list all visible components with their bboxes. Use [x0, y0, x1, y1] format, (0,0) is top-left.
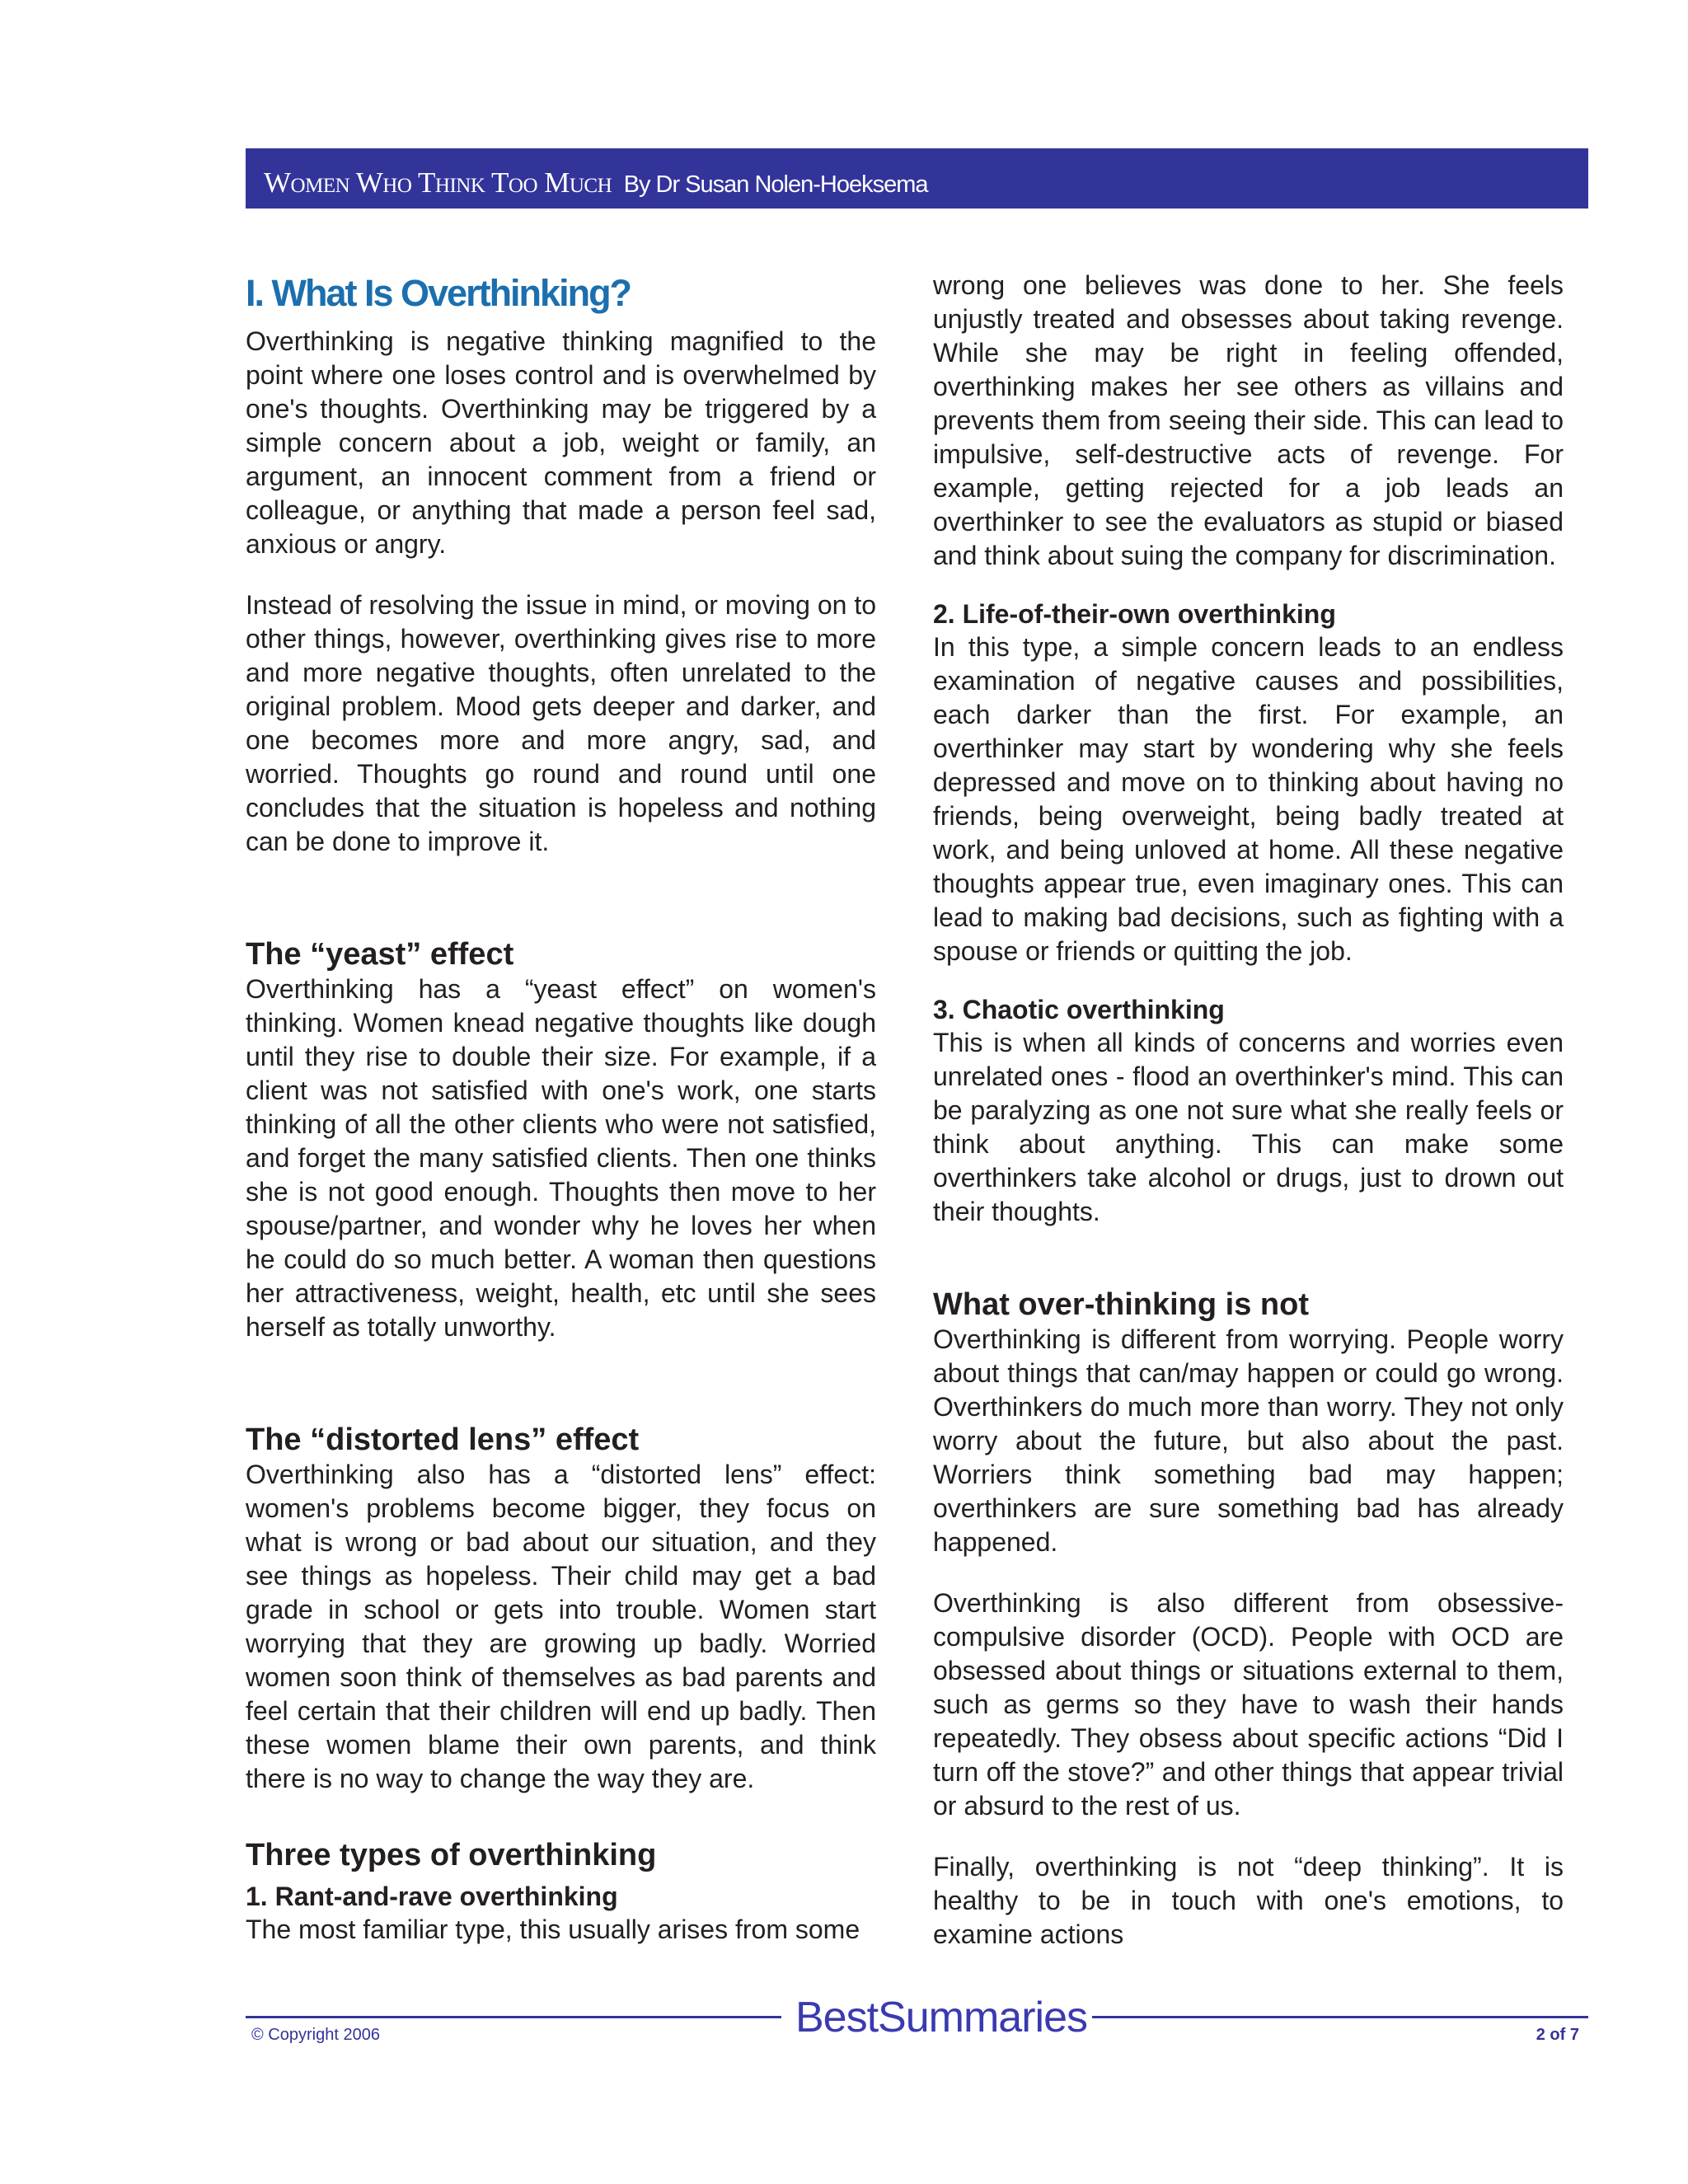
type-2-paragraph: In this type, a simple concern leads to an endless examination of negative causes and possibilities, each darker than the first. For example, an overthinker may start by wondering why she feels depressed and move on to thinking about having no friends, being overweight, being badly treated at work, and being unloved at home. All these negative thoughts appear true, even imaginary ones. This can lead to making bad decisions, such as fighting with a spouse or friends or quitting the job.: [933, 632, 1564, 966]
what-not-heading: What over-thinking is not: [933, 1287, 1309, 1322]
three-types-heading: Three types of overthinking: [246, 1838, 657, 1872]
yeast-effect-paragraph: Overthinking has a “yeast effect” on women's thinking. Women knead negative thoughts like dough until they rise to double their size. For example, if a client was not satisfied with one's work, one starts thinking of all the other clients who were not satisfied, and forget the many satisfied clients. Then one thinks she is not good enough. Thoughts then move to her spouse/partner, and wonder why he loves her when he could do so much better. A woman then questions her attractiveness, weight, health, etc until she sees herself as totally unworthy.: [246, 974, 876, 1342]
header-text: [264, 166, 928, 199]
footer-rule-right: [1092, 2016, 1588, 2018]
section-title: I. What Is Overthinking?: [246, 272, 631, 314]
bestsummaries-logo: BestSummaries: [795, 1994, 1087, 2041]
yeast-effect-heading: The “yeast” effect: [246, 937, 514, 972]
type-1-continued-paragraph: wrong one believes was done to her. She feels unjustly treated and obsesses about taking revenge. While she may be right in feeling offended, overthinking makes her see others as villains and prevents them from seeing their side. This can lead to impulsive, self-destructive acts of revenge. For example, getting rejected for a job leads an overthinker to see the evaluators as stupid or biased and think about suing the company for discrimination.: [933, 270, 1564, 570]
distorted-lens-heading: The “distorted lens” effect: [246, 1422, 640, 1457]
footer-rule-left: [246, 2016, 781, 2018]
copyright-notice: © Copyright 2006: [251, 2026, 380, 2044]
what-not-paragraph-3: Finally, overthinking is not “deep thinking”. It is healthy to be in touch with one's emotions, to examine actions: [933, 1852, 1564, 1949]
right-column: [933, 270, 1564, 1952]
what-not-paragraph-1: Overthinking is different from worrying. People worry about things that can/may happen or could go wrong. Overthinkers do much more than worry. They not only worry about the future, but also about the past. Worriers think something bad may happen; overthinkers are sure something bad has already happened.: [933, 1324, 1564, 1557]
what-not-paragraph-2: Overthinking is also different from obsessive-compulsive disorder (OCD). People with OCD are obsessed about things or situations external to them, such as germs so they have to wash their hands repeatedly. They obsess about specific actions “Did I turn off the stove?” and other things that appear trivial or absurd to the rest of us.: [933, 1588, 1564, 1821]
distorted-lens-paragraph: Overthinking also has a “distorted lens” effect: women's problems become bigger, they focus on what is wrong or bad about our situation, and they see things as hopeless. Their child may get a bad grade in school or gets into trouble. Women start worrying that they are growing up badly. Worried women soon think of themselves as bad parents and feel certain that their children will end up badly. Then these women blame their own parents, and think there is no way to change the way they are.: [246, 1460, 876, 1793]
type-2-heading: 2. Life-of-their-own overthinking: [933, 599, 1336, 629]
type-3-paragraph: This is when all kinds of concerns and worries even unrelated ones - flood an overthinker's mind. This can be paralyzing as one not sure what she really feels or think about anything. This can make some overthinkers take alcohol or drugs, just to drown out their thoughts.: [933, 1028, 1564, 1226]
type-1-heading: 1. Rant-and-rave overthinking: [246, 1882, 618, 1911]
book-author: By Dr Susan Nolen-Hoeksema: [623, 171, 928, 198]
type-1-paragraph: The most familiar type, this usually arises from some: [246, 1915, 860, 1944]
header-bar: [246, 148, 1588, 209]
intro-paragraph-1: Overthinking is negative thinking magnified to the point where one loses control and is overwhelmed by one's thoughts. Overthinking may be triggered by a simple concern about a job, weight or family, an argument, an innocent comment from a friend or colleague, or anything that made a person feel sad, anxious or angry.: [246, 326, 876, 559]
left-column: [246, 270, 876, 1947]
type-3-heading: 3. Chaotic overthinking: [933, 995, 1225, 1024]
book-title: Women Who Think Too Much: [264, 166, 612, 199]
page-number: 2 of 7: [1536, 2026, 1579, 2044]
intro-paragraph-2: Instead of resolving the issue in mind, or moving on to other things, however, overthinking gives rise to more and more negative thoughts, often unrelated to the original problem. Mood gets deeper and darker, and one becomes more and more angry, sad, and worried. Thoughts go round and round until one concludes that the situation is hopeless and nothing can be done to improve it.: [246, 590, 876, 856]
